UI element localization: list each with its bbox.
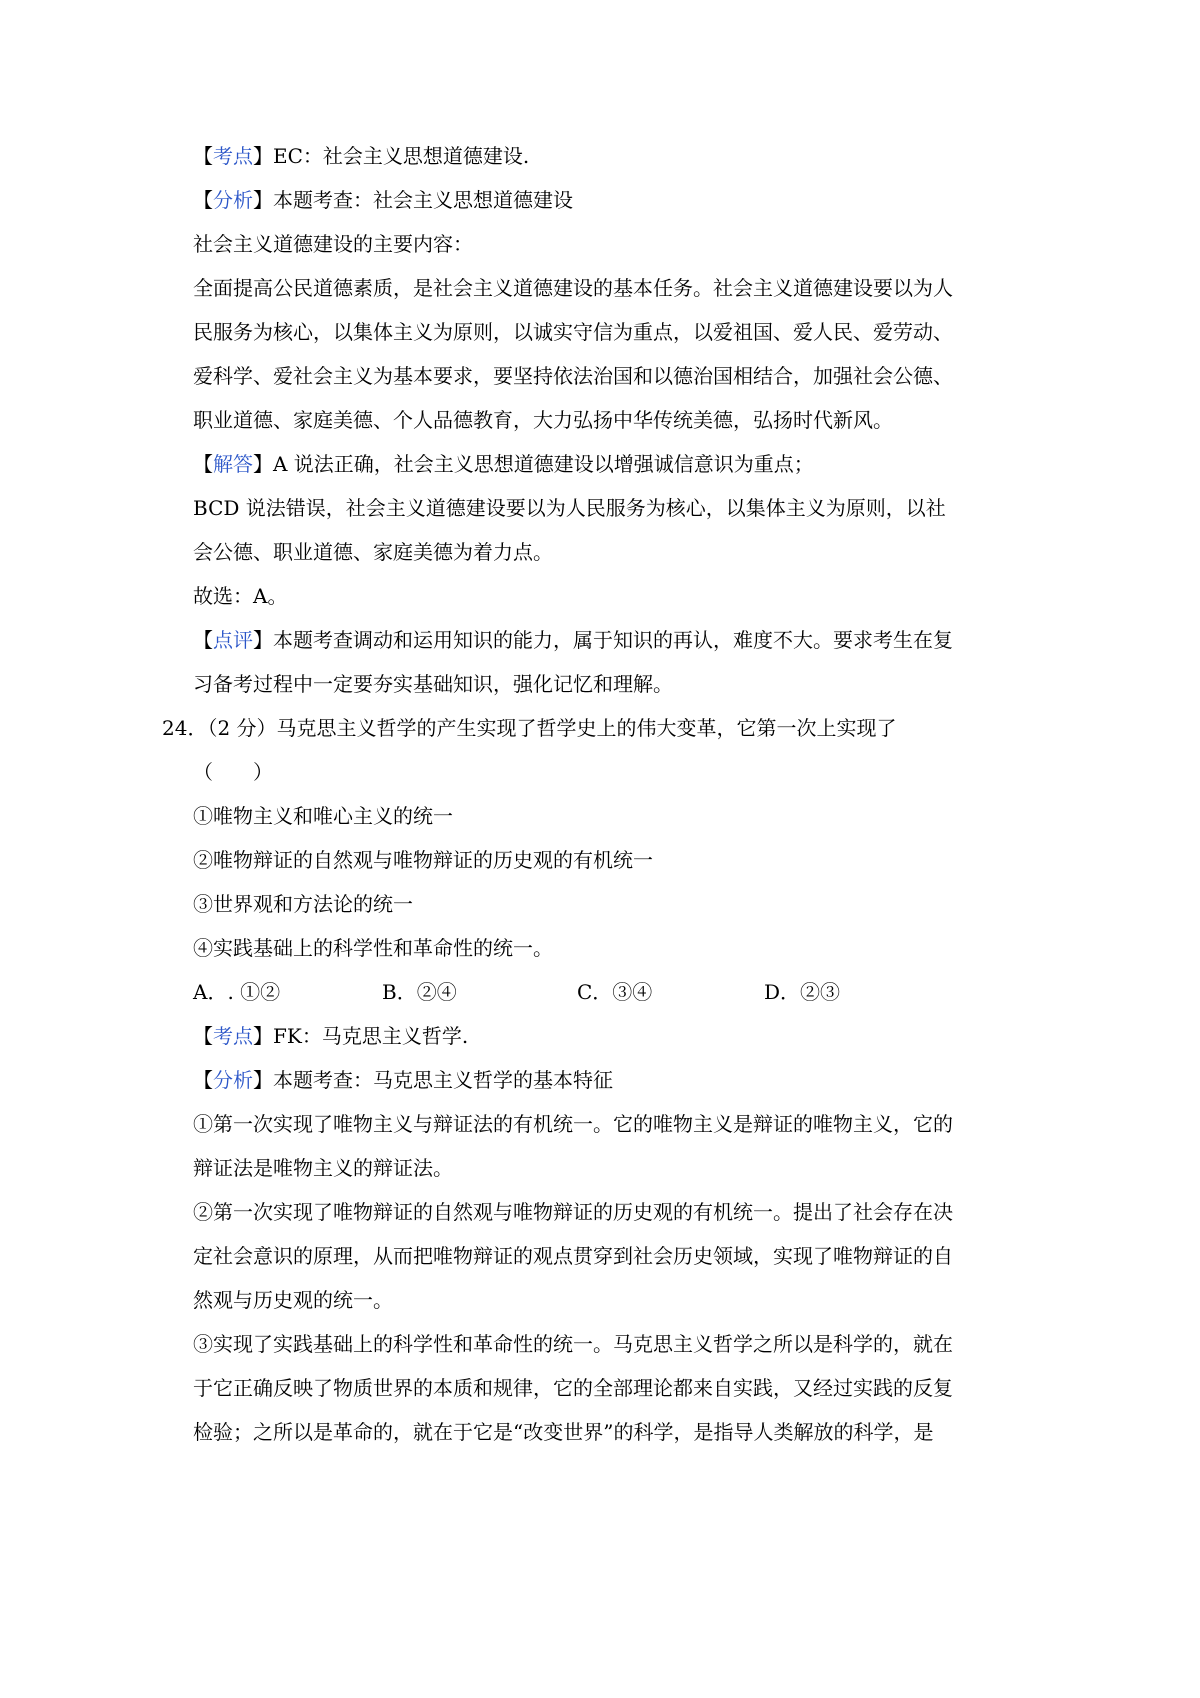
answer-paren: （ ） [193, 760, 273, 784]
answer-line: 故选：A。 [193, 584, 288, 608]
analysis-line: ②第一次实现了唯物辩证的自然观与唯物辩证的历史观的有机统一。提出了社会存在决 [193, 1200, 953, 1224]
kaodian-row: 【考点】EC：社会主义思想道德建设. [193, 144, 530, 168]
question-item: ④实践基础上的科学性和革命性的统一。 [193, 936, 553, 960]
dianping-tag: 点评 [213, 628, 253, 652]
kaodian-row: 【考点】FK：马克思主义哲学. [193, 1024, 469, 1048]
paragraph-line: 职业道德、家庭美德、个人品德教育，大力弘扬中华传统美德，弘扬时代新风。 [193, 408, 893, 432]
fenxi-text: 本题考查：社会主义思想道德建设 [273, 188, 573, 212]
fenxi-text: 本题考查：马克思主义哲学的基本特征 [273, 1068, 613, 1092]
kaodian-tag: 考点 [213, 1024, 253, 1048]
option-d: D．②③ [764, 980, 841, 1004]
dianping-row: 【点评】本题考查调动和运用知识的能力，属于知识的再认，难度不大。要求考生在复 [193, 628, 953, 652]
analysis-line: 检验；之所以是革命的，就在于它是“改变世界”的科学，是指导人类解放的科学，是 [193, 1420, 934, 1444]
analysis-line: 于它正确反映了物质世界的本质和规律，它的全部理论都来自实践，又经过实践的反复 [193, 1376, 953, 1400]
jieda-row: 【解答】A 说法正确，社会主义思想道德建设以增强诚信意识为重点； [193, 452, 814, 476]
fenxi-tag: 分析 [213, 1068, 253, 1092]
option-c: C．③④ [577, 980, 653, 1004]
analysis-line: 辩证法是唯物主义的辩证法。 [193, 1156, 453, 1180]
paragraph-line: 习备考过程中一定要夯实基础知识，强化记忆和理解。 [193, 672, 673, 696]
analysis-line: 然观与历史观的统一。 [193, 1288, 393, 1312]
paragraph-line: BCD 说法错误，社会主义道德建设要以为人民服务为核心，以集体主义为原则，以社 [193, 496, 946, 520]
dianping-text: 本题考查调动和运用知识的能力，属于知识的再认，难度不大。要求考生在复 [273, 628, 953, 652]
kaodian-text: FK：马克思主义哲学. [273, 1024, 469, 1048]
paragraph-line: 会公德、职业道德、家庭美德为着力点。 [193, 540, 553, 564]
question-item: ②唯物辩证的自然观与唯物辩证的历史观的有机统一 [193, 848, 653, 872]
analysis-line: 定社会意识的原理，从而把唯物辩证的观点贯穿到社会历史领域，实现了唯物辩证的自 [193, 1244, 953, 1268]
question-stem: 24．（2 分）马克思主义哲学的产生实现了哲学史上的伟大变革，它第一次上实现了 [162, 716, 897, 740]
fenxi-tag: 分析 [213, 188, 253, 212]
analysis-line: ①第一次实现了唯物主义与辩证法的有机统一。它的唯物主义是辩证的唯物主义，它的 [193, 1112, 953, 1136]
question-item: ①唯物主义和唯心主义的统一 [193, 804, 453, 828]
jieda-text: A 说法正确，社会主义思想道德建设以增强诚信意识为重点； [273, 452, 814, 476]
paragraph-line: 爱科学、爱社会主义为基本要求，要坚持依法治国和以德治国相结合，加强社会公德、 [193, 364, 953, 388]
jieda-tag: 解答 [213, 452, 253, 476]
paragraph-line: 民服务为核心，以集体主义为原则，以诚实守信为重点，以爱祖国、爱人民、爱劳动、 [193, 320, 953, 344]
question-item: ③世界观和方法论的统一 [193, 892, 413, 916]
fenxi-row: 【分析】本题考查：社会主义思想道德建设 [193, 188, 573, 212]
kaodian-tag: 考点 [213, 144, 253, 168]
kaodian-text: EC：社会主义思想道德建设. [273, 144, 530, 168]
paragraph-line: 社会主义道德建设的主要内容： [193, 232, 473, 256]
fenxi-row: 【分析】本题考查：马克思主义哲学的基本特征 [193, 1068, 613, 1092]
option-b: B．②④ [382, 980, 457, 1004]
analysis-line: ③实现了实践基础上的科学性和革命性的统一。马克思主义哲学之所以是科学的，就在 [193, 1332, 953, 1356]
option-a: A．. ①② [193, 980, 281, 1004]
paragraph-line: 全面提高公民道德素质，是社会主义道德建设的基本任务。社会主义道德建设要以为人 [193, 276, 953, 300]
